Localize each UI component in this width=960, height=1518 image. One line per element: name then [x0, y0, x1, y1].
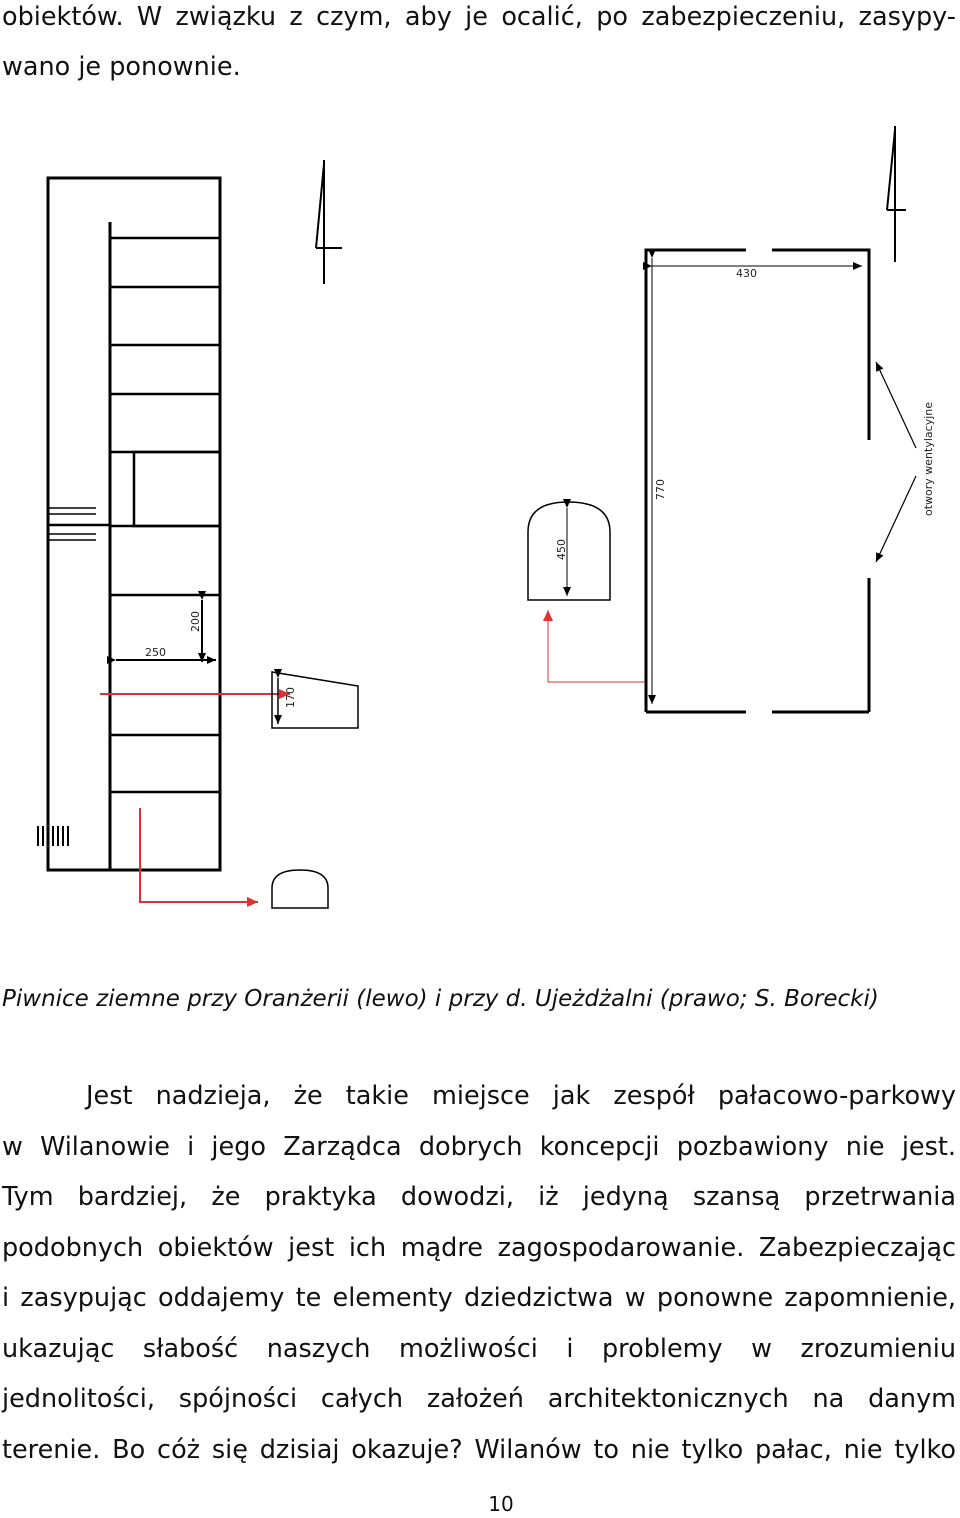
paragraph-line-4: podobnych obiektów jest ich mądre zagospodarowanie. Zabezpieczając: [2, 1233, 956, 1263]
ventilation-annotation: [876, 362, 916, 562]
section-450: [528, 502, 610, 600]
paragraph-line-8: terenie. Bo cóż się dzisiaj okazuje? Wilanów to nie tylko pałac, nie tylko: [2, 1435, 956, 1465]
dimension-label-170: 170: [284, 687, 297, 708]
dimension-label-200: 200: [189, 611, 202, 632]
page-number: 10: [488, 1492, 514, 1516]
dimension-200: [189, 600, 202, 662]
section-170: [272, 672, 358, 728]
paragraph-top-line-1: obiektów. W związku z czym, aby je ocalić, po zabezpieczeniu, zasypy-: [2, 2, 956, 32]
paragraph-line-3: Tym bardziej, że praktyka dowodzi, iż jedyną szansą przetrwania: [2, 1182, 956, 1212]
dimension-430: [652, 266, 862, 280]
dimension-label-450: 450: [555, 539, 568, 560]
paragraph-line-5: i zasypując oddajemy te elementy dziedzictwa w ponowne zapomnienie,: [2, 1283, 956, 1313]
vault-section-left: [272, 870, 328, 908]
figure-caption: Piwnice ziemne przy Oranżerii (lewo) i przy d. Ujeżdżalni (prawo; S. Borecki): [2, 986, 879, 1012]
dimension-label-770: 770: [654, 479, 667, 500]
paragraph-line-7: jednolitości, spójności całych założeń architektonicznych na danym: [2, 1384, 956, 1414]
riding-hall-cellar-plan: [646, 250, 869, 712]
cellar-plans-drawing: [0, 110, 960, 930]
north-arrow-right: [887, 126, 906, 262]
paragraph-line-6: ukazując słabość naszych możliwości i problemy w zrozumieniu: [2, 1334, 956, 1364]
ventilation-label: otwory wentylacyjne: [922, 401, 935, 516]
orangery-cellar-plan: [38, 178, 220, 870]
dimension-label-430: 430: [736, 267, 757, 280]
north-arrow-left: [316, 160, 342, 284]
paragraph-top-line-2: wano je ponownie.: [2, 52, 241, 82]
dimension-770: [652, 258, 667, 704]
dimension-label-250: 250: [145, 646, 166, 659]
section-arrow-right: [548, 610, 646, 682]
paragraph-line-2: w Wilanowie i jego Zarządca dobrych koncepcji pozbawiony nie jest.: [2, 1132, 956, 1162]
paragraph-line-1: Jest nadzieja, że takie miejsce jak zespół pałacowo-parkowy: [86, 1081, 956, 1111]
